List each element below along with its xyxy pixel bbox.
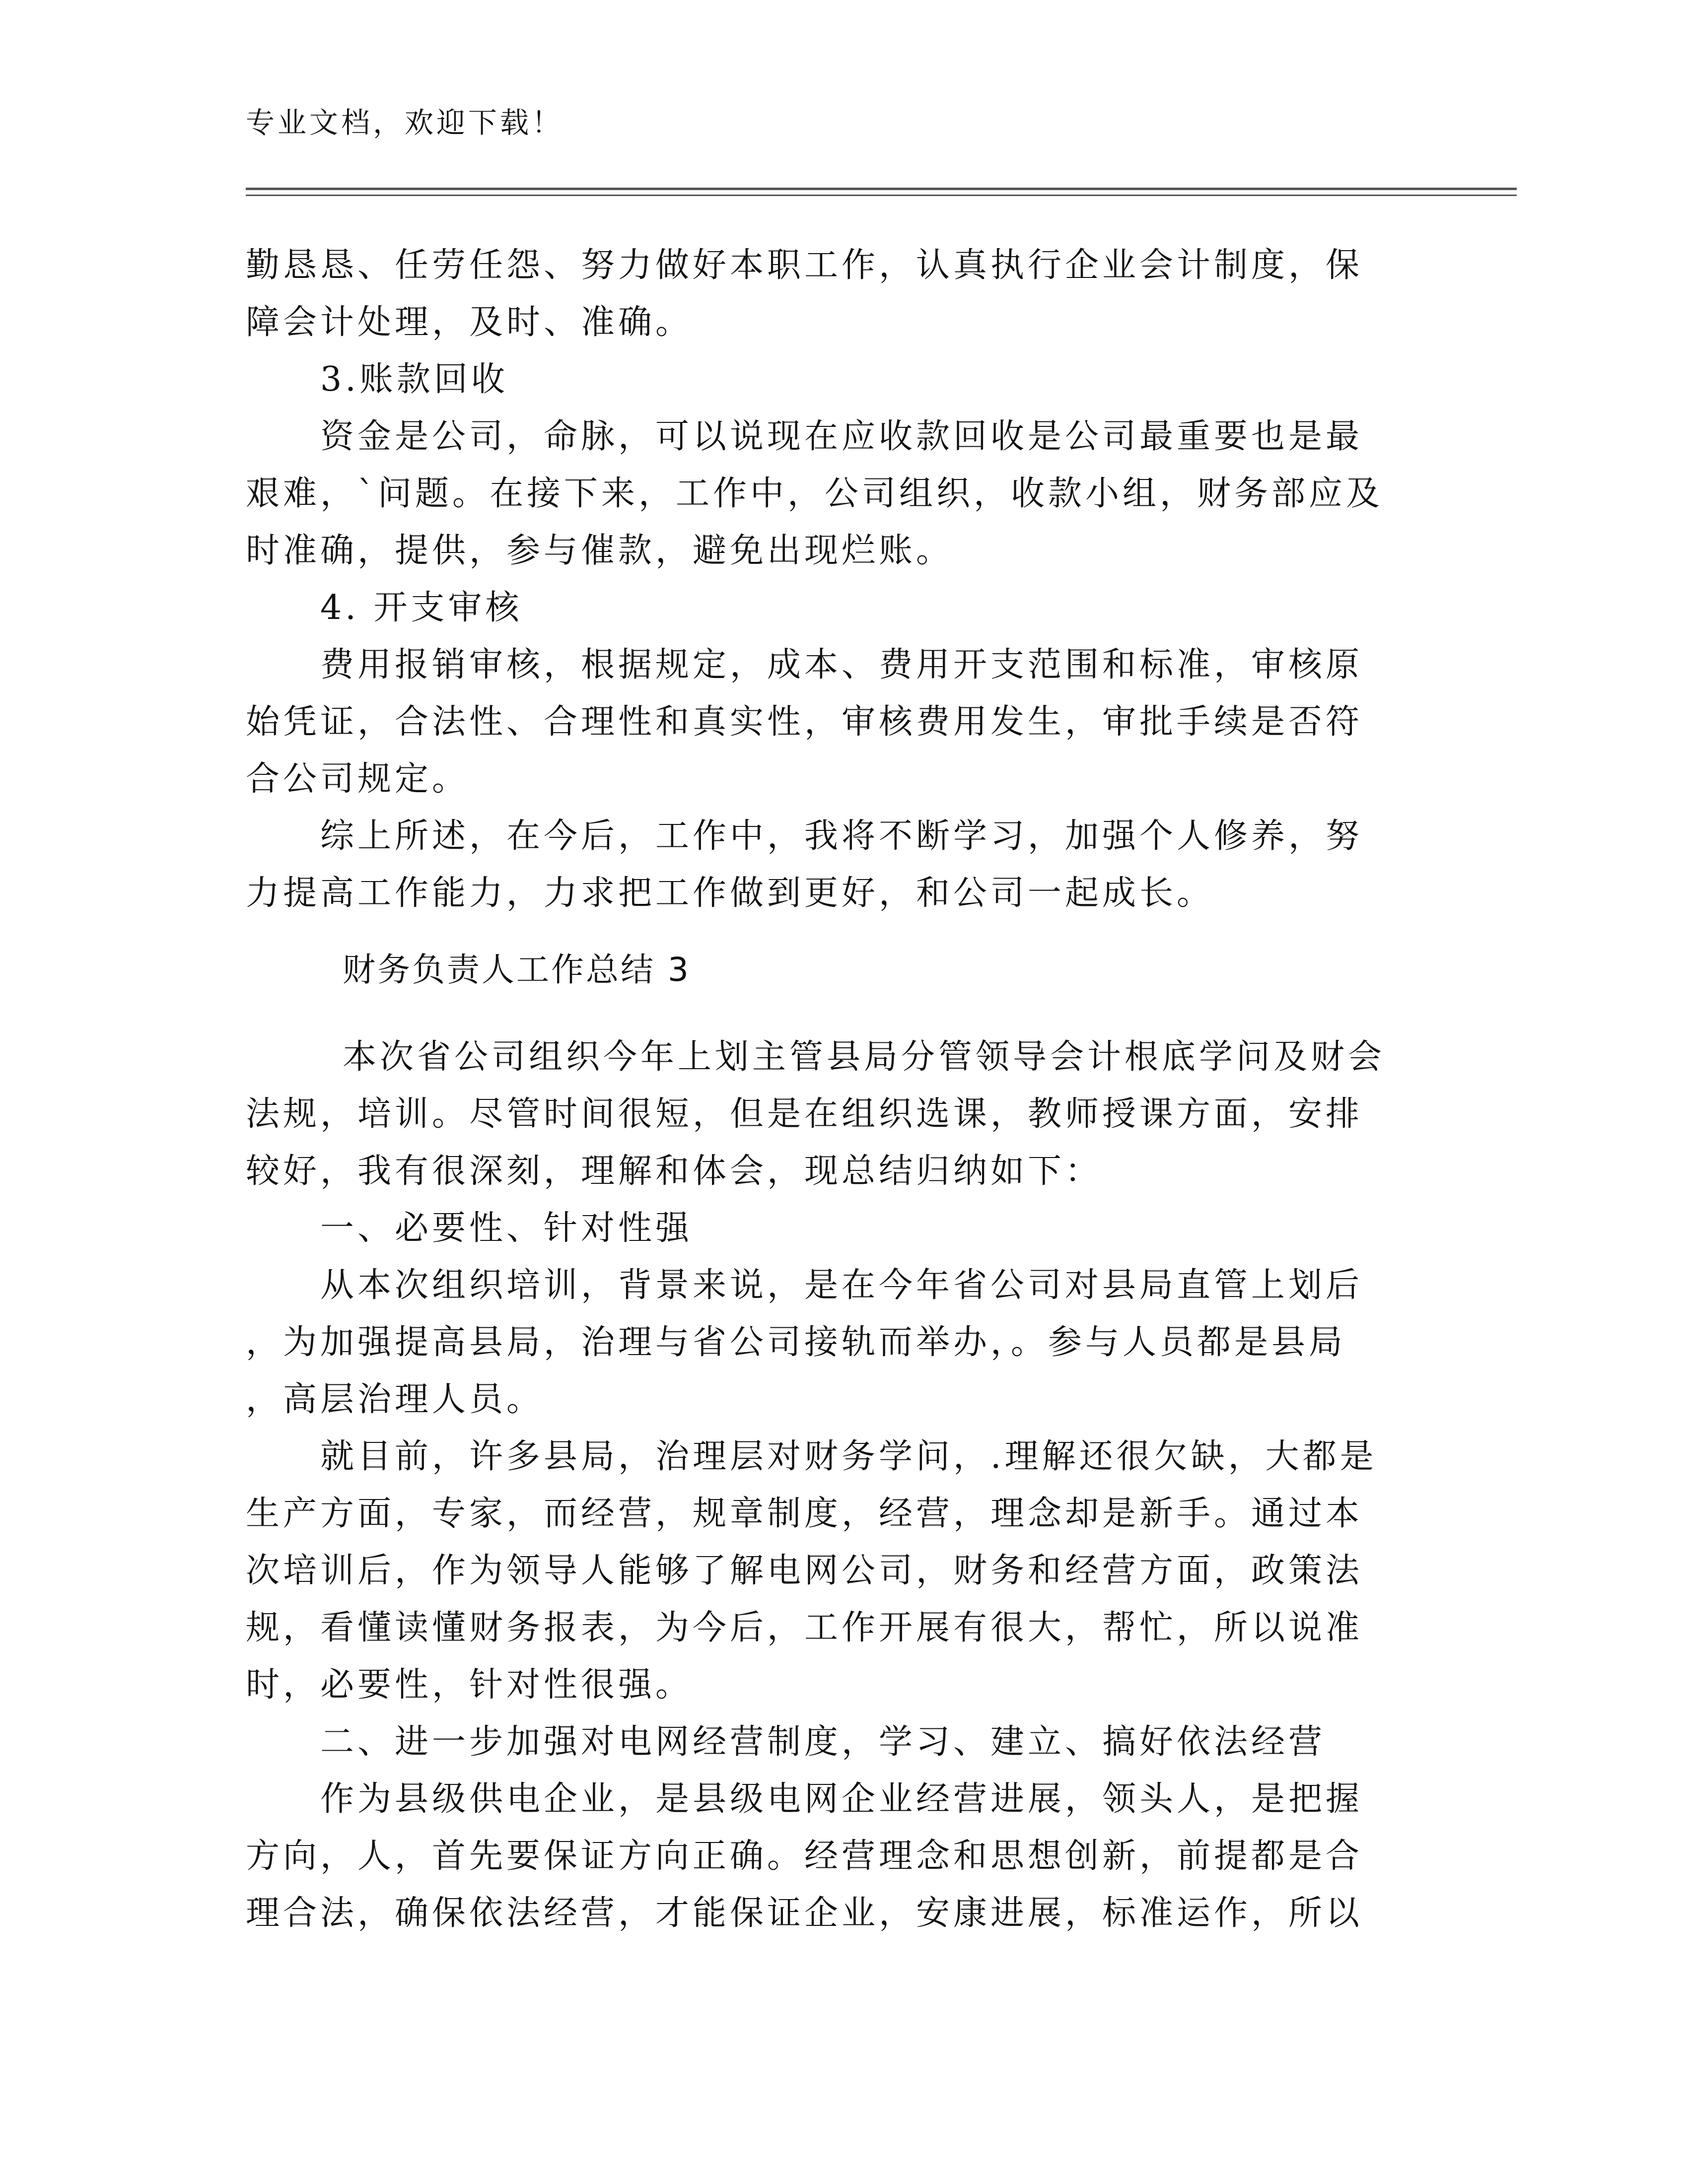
text-line: ，为加强提高县局，治理与省公司接轨而举办，。参与人员都是县局 — [246, 1323, 1346, 1362]
text-line: 从本次组织培训，背景来说，是在今年省公司对县局直管上划后 — [320, 1266, 1363, 1305]
text-line: 次培训后，作为领导人能够了解电网公司，财务和经营方面，政策法 — [246, 1551, 1363, 1590]
page-header: 专业文档，欢迎下载！ — [246, 106, 564, 139]
text-line: 作为县级供电企业，是县级电网企业经营进展，领头人，是把握 — [320, 1779, 1363, 1819]
text-line: 一、必要性、针对性强 — [320, 1209, 693, 1248]
text-line: 资金是公司，命脉，可以说现在应收款回收是公司最重要也是最 — [320, 417, 1363, 456]
section-heading: 财务负责人工作总结 3 — [343, 951, 691, 989]
text-line: 勤恳恳、任劳任怨、努力做好本职工作，认真执行企业会计制度，保 — [246, 246, 1363, 285]
text-line: 艰难，`问题。在接下来，工作中，公司组织，收款小组，财务部应及 — [246, 474, 1384, 513]
text-line: 规，看懂读懂财务报表，为今后，工作开展有很大，帮忙，所以说准 — [246, 1608, 1363, 1647]
text-line: 3.账款回收 — [320, 360, 508, 399]
text-line: 力提高工作能力，力求把工作做到更好，和公司一起成长。 — [246, 874, 1214, 913]
text-line: 综上所述，在今后，工作中，我将不断学习，加强个人修养，努 — [320, 817, 1363, 856]
text-line: 时，必要性，针对性很强。 — [246, 1665, 693, 1705]
text-line: 障会计处理，及时、准确。 — [246, 303, 693, 342]
text-line: 理合法，确保依法经营，才能保证企业，安康进展，标准运作，所以 — [246, 1894, 1363, 1933]
header-rule-top — [246, 188, 1517, 190]
text-line: 就目前，许多县局，治理层对财务学问，.理解还很欠缺，大都是 — [320, 1437, 1377, 1476]
text-line: 4. 开支审核 — [320, 588, 523, 627]
text-line: 合公司规定。 — [246, 759, 470, 799]
header-rule-bottom — [246, 195, 1517, 196]
text-line: ，高层治理人员。 — [246, 1380, 544, 1419]
text-line: 本次省公司组织今年上划主管县局分管领导会计根底学问及财会 — [343, 1037, 1386, 1077]
text-line: 较好，我有很深刻，理解和体会，现总结归纳如下： — [246, 1152, 1103, 1191]
text-line: 时准确，提供，参与催款，避免出现烂账。 — [246, 531, 954, 570]
text-line: 生产方面，专家，而经营，规章制度，经营，理念却是新手。通过本 — [246, 1494, 1363, 1533]
text-line: 二、进一步加强对电网经营制度，学习、建立、搞好依法经营 — [320, 1722, 1326, 1762]
text-line: 方向，人，首先要保证方向正确。经营理念和思想创新，前提都是合 — [246, 1837, 1363, 1876]
text-line: 法规，培训。尽管时间很短，但是在组织选课，教师授课方面，安排 — [246, 1094, 1363, 1134]
text-line: 费用报销审核，根据规定，成本、费用开支范围和标准，审核原 — [320, 645, 1363, 684]
text-line: 始凭证，合法性、合理性和真实性，审核费用发生，审批手续是否符 — [246, 702, 1363, 742]
